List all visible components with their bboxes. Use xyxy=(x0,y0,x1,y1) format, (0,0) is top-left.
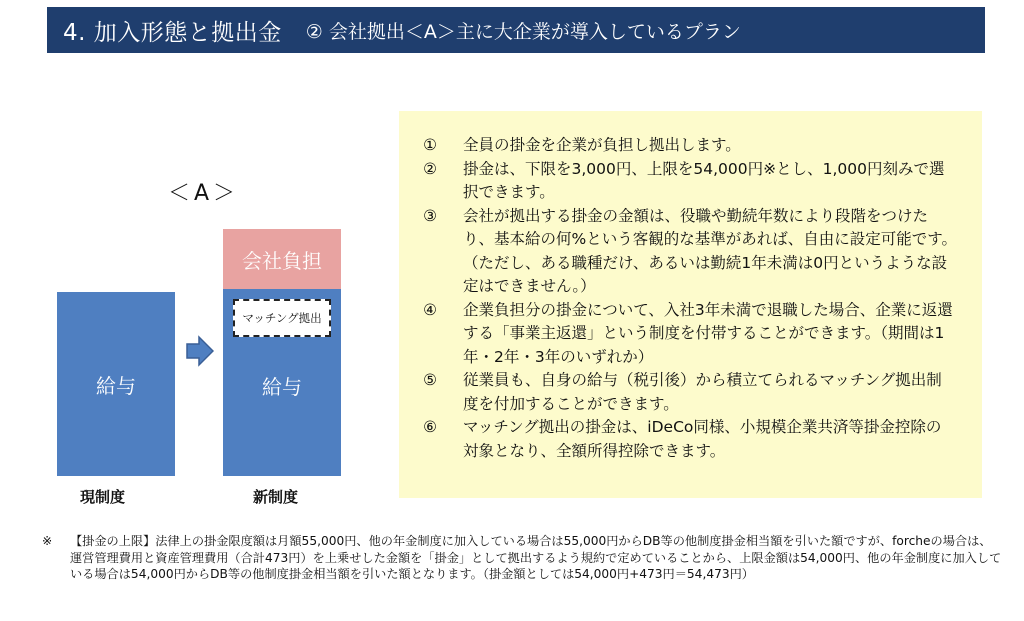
item-text: 企業負担分の掛金について、入社3年未満で退職した場合、企業に返還する「事業主返還」という制度を付帯することができます。（期間は1年・2年・3年のいずれか） xyxy=(463,300,953,366)
list-item xyxy=(399,416,982,463)
list-item xyxy=(399,369,982,416)
page-subtitle: ② 会社拠出＜A＞主に大企業が導入しているプラン xyxy=(305,20,741,43)
company-contribution-bar xyxy=(223,229,341,289)
list-item xyxy=(399,205,982,299)
matching-contribution-box xyxy=(233,299,331,337)
item-number: ⑤ xyxy=(423,371,437,389)
item-text: 会社が拠出する掛金の金額は、役職や勤続年数により段階をつけたり、基本給の何%という客観的な基準があれば、自由に設定可能です。 （ただし、ある職種だけ、あるいは勤続1年未満は0円というような設定はできません。） xyxy=(463,206,965,295)
footnote-text: 【掛金の上限】法律上の掛金限度額は月額55,000円、他の年金制度に加入している場合は55,000円からDB等の他制度掛金相当額を引いた額ですが、forcheの場合は、運営管理費用と資産管理費用（合計473円）を上乗せした金額を「掛金」として拠出するよう規約で定めていることから、上限金額は54,000円、他の年金制度に加入している場合は54,000円からDB等の他制度掛金相当額を引いた額となります。（掛金額としては54,000円+473円＝54,473円） xyxy=(70,534,1002,581)
list-item xyxy=(399,158,982,205)
explanation-panel xyxy=(399,111,982,498)
footnote-mark: ※ xyxy=(42,534,53,548)
new-system-caption: 新制度 xyxy=(253,488,299,506)
footnote xyxy=(42,533,1002,583)
page-title: 4. 加入形態と拠出金 xyxy=(63,19,282,46)
company-contribution-label: 会社負担 xyxy=(242,248,322,273)
item-number: ④ xyxy=(423,300,437,319)
item-text: 従業員も、自身の給与（税引後）から積立てられるマッチング拠出制度を付加することができます。 xyxy=(463,371,942,413)
item-number: ② xyxy=(423,159,437,178)
current-system-caption: 現制度 xyxy=(80,488,126,506)
new-salary-label: 給与 xyxy=(262,375,302,399)
item-text: 掛金は、下限を3,000円、上限を54,000円※とし、1,000円刻みで選択できます。 xyxy=(463,159,945,201)
item-text: 全員の掛金を企業が負担し拠出します。 xyxy=(463,136,741,154)
list-item xyxy=(399,134,982,158)
item-number: ① xyxy=(423,136,437,154)
item-text: マッチング拠出の掛金は、iDeCo同様、小規模企業共済等掛金控除の対象となり、全額所得控除できます。 xyxy=(463,418,942,460)
matching-contribution-label: マッチング拠出 xyxy=(242,311,322,325)
right-arrow-icon xyxy=(186,335,214,367)
current-salary-bar xyxy=(57,292,175,476)
list-item xyxy=(399,299,982,370)
plan-label: ＜A＞ xyxy=(168,181,240,206)
item-number: ⑥ xyxy=(423,418,437,436)
title-bar xyxy=(47,7,985,53)
item-number: ③ xyxy=(423,206,437,225)
current-salary-label: 給与 xyxy=(96,373,136,398)
